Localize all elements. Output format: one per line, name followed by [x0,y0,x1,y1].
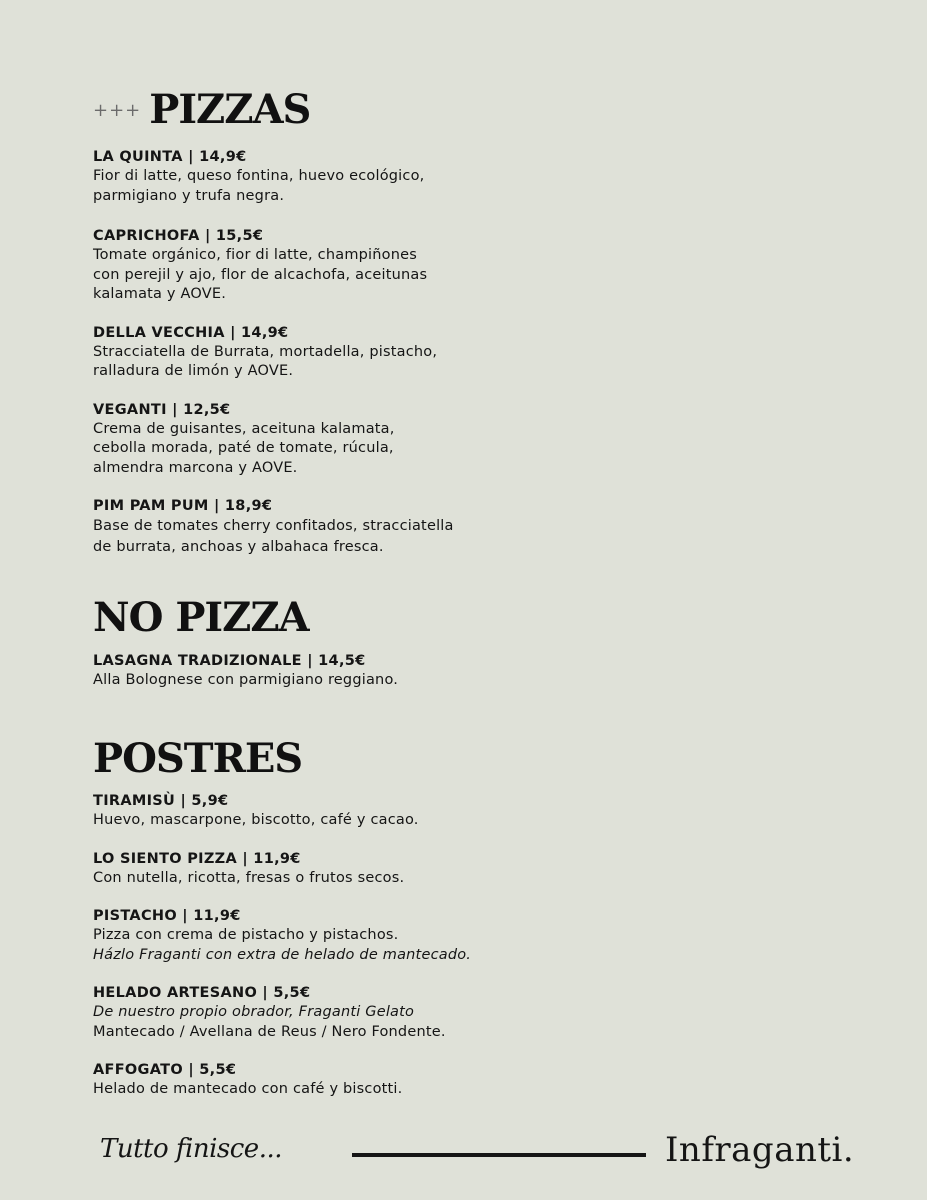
menu-item-lasagna [93,651,398,691]
menu-item-la-quinta [93,147,454,206]
menu-item-caprichofa [93,226,454,305]
menu-item-pim-pam-pum [93,496,454,558]
footer-tagline: Tutto finisce... [100,1134,282,1164]
menu-item-tiramisu [93,791,471,831]
menu-item-pistacho [93,906,471,965]
footer-divider [352,1153,646,1157]
item-description: almendra marcona y AOVE. [93,459,298,476]
item-description: Alla Bolognese con parmigiano reggiano. [93,672,399,688]
item-description: de burrata, anchoas y albahaca fresca. [93,539,384,555]
item-description: De nuestro propio obrador, Fraganti Gelato [93,1004,415,1020]
item-description: Stracciatella de Burrata, mortadella, pistacho, [93,343,438,360]
item-title: LA QUINTA | 14,9€ [93,149,247,165]
item-title: TIRAMISÙ | 5,9€ [93,793,229,809]
item-description: cebolla morada, paté de tomate, rúcula, [93,440,394,456]
item-title: PIM PAM PUM | 18,9€ [93,498,273,514]
menu-item-veganti [93,400,454,479]
postres-heading: POSTRES [93,735,303,782]
item-title: VEGANTI | 12,5€ [93,401,231,418]
item-title: DELLA VECCHIA | 14,9€ [93,324,289,341]
item-description: Pizza con crema de pistacho y pistachos. [93,927,399,943]
item-description: Con nutella, ricotta, fresas o frutos secos. [93,869,405,886]
item-description: kalamata y AOVE. [93,286,227,302]
menu-item-affogato [93,1060,471,1100]
no-pizza-section [93,596,398,691]
no-pizza-heading: NO PIZZA [93,594,309,641]
item-description: con perejil y ajo, flor de alcachofa, aceitunas [93,266,428,283]
item-description: Base de tomates cherry confitados, stracciatella [93,518,454,534]
brand-logo: Infraganti. [665,1130,855,1170]
item-title: CAPRICHOFA | 15,5€ [93,228,264,244]
menu-item-helado-artesano [93,983,471,1042]
item-description: Crema de guisantes, aceituna kalamata, [93,420,395,437]
item-description: Tomate orgánico, fior di latte, champiñones [93,247,418,263]
item-description: Mantecado / Avellana de Reus / Nero Fondente. [93,1023,446,1040]
item-description: parmigiano y trufa negra. [93,187,285,204]
item-title: PISTACHO | 11,9€ [93,908,241,924]
postres-section [93,737,471,1100]
menu-item-della-vecchia [93,323,454,382]
item-title: AFFOGATO | 5,5€ [93,1062,237,1078]
item-title: HELADO ARTESANO | 5,5€ [93,985,311,1001]
pizzas-title: PIZZAS [149,86,311,133]
pizzas-heading [93,88,454,133]
heading-prefix: +++ [93,100,142,121]
item-description: Fior di latte, queso fontina, huevo ecológico, [93,168,425,184]
item-description: ralladura de limón y AOVE. [93,363,294,379]
item-description: Huevo, mascarpone, biscotto, café y cacao. [93,812,419,828]
item-description: Helado de mantecado con café y biscotti. [93,1081,403,1097]
pizzas-section [93,88,454,558]
item-title: LASAGNA TRADIZIONALE | 14,5€ [93,653,366,669]
item-description: Házlo Fraganti con extra de helado de mantecado. [93,946,472,963]
menu-item-lo-siento-pizza [93,849,471,889]
item-title: LO SIENTO PIZZA | 11,9€ [93,850,301,867]
